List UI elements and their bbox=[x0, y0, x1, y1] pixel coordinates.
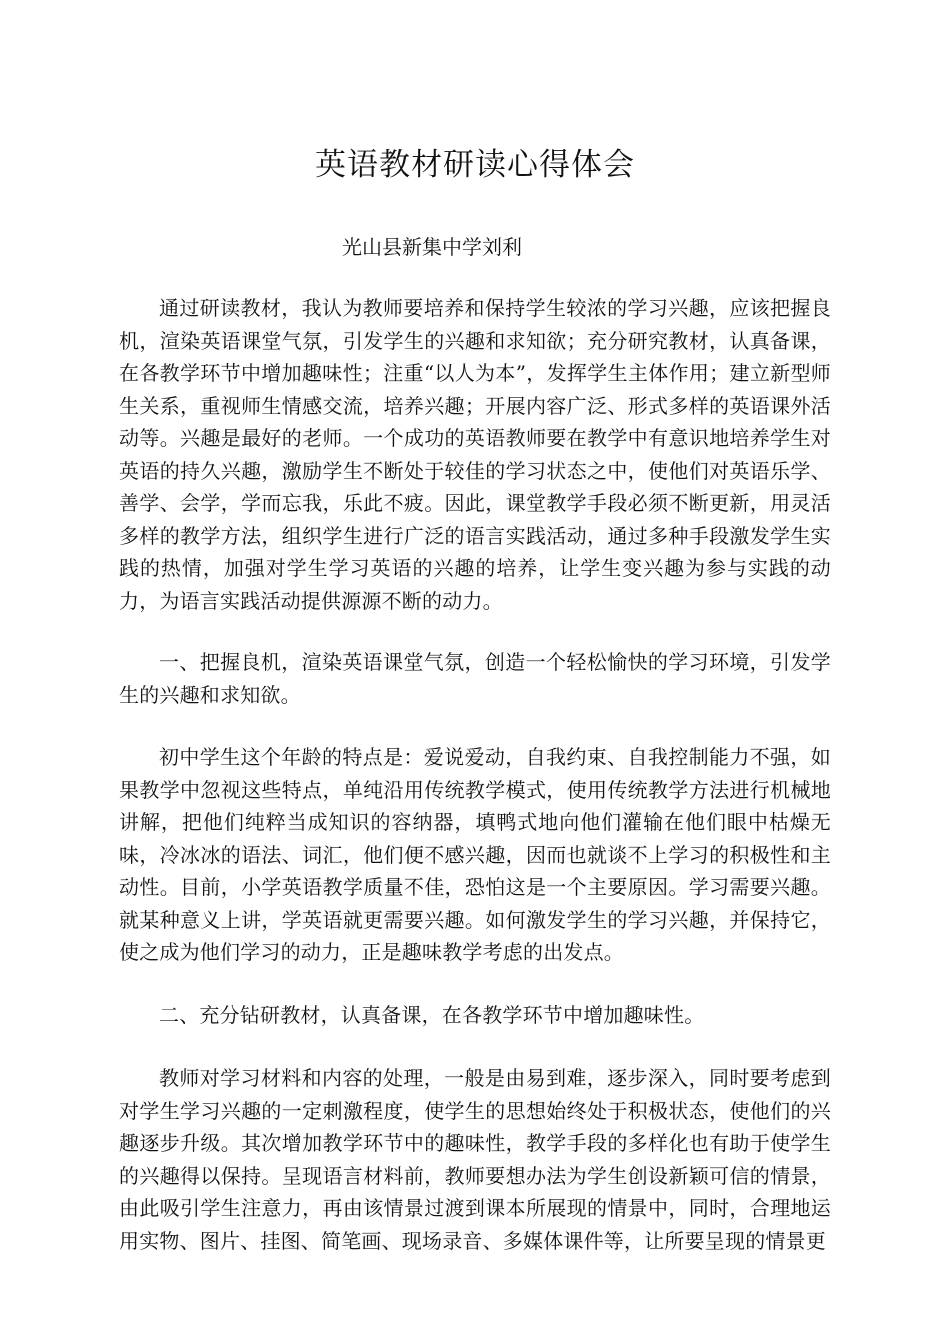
section-heading-2: 二、充分钻研教材，认真备课，在各教学环节中增加趣味性。 bbox=[159, 1003, 705, 1027]
body-paragraph: 通过研读教材，我认为教师要培养和保持学生较浓的学习兴趣，应该把握良机，渲染英语课堂气氛，引发学生的兴趣和求知欲；充分研究教材，认真备课，在各教学环节中增加趣味性；注重“以人为本”，发挥学生主体作用；建立新型师生关系，重视师生情感交流，培养兴趣；开展内容广泛、形式多样的英语课外活动等。兴趣是最好的老师。一个成功的英语教师要在教学中有意识地培养学生对英语的持久兴趣，激励学生不断处于较佳的学习状态之中，使他们对英语乐学、善学、会学，学而忘我，乐此不疲。因此，课堂教学手段必须不断更新，用灵活多样的教学方法，组织学生进行广泛的语言实践活动，通过多种手段激发学生实践的热情，加强对学生学习英语的兴趣的培养，让学生变兴趣为参与实践的动力，为语言实践活动提供源源不断的动力。 bbox=[119, 296, 831, 613]
document-author: 光山县新集中学刘利 bbox=[342, 235, 522, 259]
body-paragraph: 教师对学习材料和内容的处理，一般是由易到难，逐步深入，同时要考虑到对学生学习兴趣的一定刺激程度，使学生的思想始终处于积极状态，使他们的兴趣逐步升级。其次增加教学环节中的趣味性，教学手段的多样化也有助于使学生的兴趣得以保持。呈现语言材料前，教师要想办法为学生创设新颖可信的情景，由此吸引学生注意力，再由该情景过渡到课本所展现的情景中，同时，合理地运用实物、图片、挂图、简笔画、现场录音、多媒体课件等，让所要呈现的情景更 bbox=[119, 1066, 831, 1253]
document-title: 英语教材研读心得体会 bbox=[315, 147, 635, 183]
body-paragraph: 初中学生这个年龄的特点是：爱说爱动，自我约束、自我控制能力不强，如果教学中忽视这些特点，单纯沿用传统教学模式，使用传统教学方法进行机械地讲解，把他们纯粹当成知识的容纳器，填鸭式地向他们灌输在他们眼中枯燥无味，冷冰冰的语法、词汇，他们便不感兴趣，因而也就谈不上学习的积极性和主动性。目前，小学英语教学质量不佳，恐怕这是一个主要原因。学习需要兴趣。就某种意义上讲，学英语就更需要兴趣。如何激发学生的学习兴趣，并保持它，使之成为他们学习的动力，正是趣味教学考虑的出发点。 bbox=[119, 745, 831, 964]
section-heading-1: 一、把握良机，渲染英语课堂气氛，创造一个轻松愉快的学习环境，引发学生的兴趣和求知欲。 bbox=[119, 650, 831, 707]
